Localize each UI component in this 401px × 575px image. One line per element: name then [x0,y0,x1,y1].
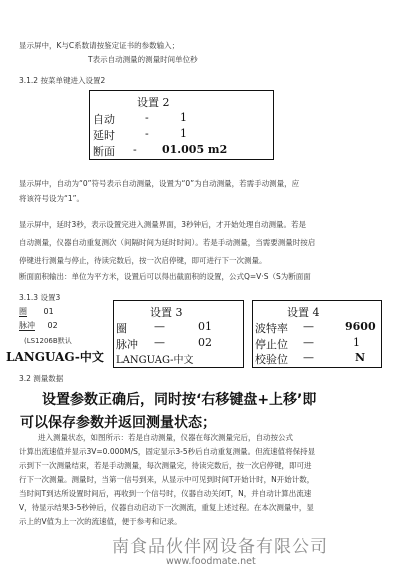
note-circle [19,306,54,317]
pulse-value: 02 [198,336,212,349]
measure-desc-line-3: 示到下一次测量结束，若是手动测量，每次测量完，待读完数后，按一次启停键，即可进 [19,461,312,470]
pulse-label: 脉冲 [116,338,138,351]
note-circle-label: 圈 [19,307,27,316]
save-instruction-line-1: 设置参数正确后，同时按‘右移键盘+上移’即 [42,392,317,408]
measure-desc-line-4: 行下一次测量。测量时，当第一信号到来，从显示中可见到时间T开始计时，N开始计数， [19,475,315,484]
circle-value: 01 [198,320,212,333]
baud-value: 9600 [345,320,376,333]
circle-dash: — [154,320,165,333]
measure-desc-line-6: V，待显示结果3-5秒钟后，仪器自动启动下一次测流，重复上述过程。在本次测量中，显 [19,503,314,512]
watermark-company: 南食品伙伴网设备有限公司 [112,537,328,557]
note-pulse [19,320,58,331]
parity-label: 校验位 [255,353,288,366]
intro-line-1: 显示屏中，K与C系数请按鉴定证书的参数输入； [19,41,180,50]
intro-line-2: T表示自动测量的测量时间单位秒 [88,55,198,64]
note-language: LANGUAG-中文 [6,350,104,364]
note-pulse-value: 02 [47,321,58,330]
delay-desc-line-1: 显示屏中，延时3秒，表示设置完进入测量界面，3秒钟后，才开始处理自动测量。若是 [19,220,307,229]
settings-3-title: 设置 3 [150,306,183,319]
stopbit-value: 1 [353,336,360,349]
measure-desc-line-1: 进入测量状态，如图所示：若是自动测量，仪器在每次测量完后，自动按公式 [38,433,293,442]
section-area-value: 01.005 m2 [162,143,228,156]
note-pulse-label: 脉冲 [19,321,35,330]
settings-2-title: 设置 2 [137,96,170,109]
auto-desc-line-1: 显示屏中，自动为“0”符号表示自动测量，设置为“0”为自动测量，若需手动测量，应 [19,179,300,188]
delay-desc-line-2: 自动测量，仪器自动重复测次（间隔时间为延时时间）。若是手动测量，当需要测量时按启 [19,238,316,247]
parity-dash: — [303,351,314,364]
delay-label: 延时 [93,129,115,142]
save-instruction-line-2: 可以保存参数并返回测量状态； [20,415,216,431]
section-area-dash: - [133,143,137,156]
section-area-label: 断面 [93,145,115,158]
pulse-dash: — [154,336,165,349]
baud-label: 波特率 [255,322,288,335]
note-circle-value: 01 [43,307,54,316]
section-3-2-heading: 3.2 测量数据 [19,374,64,383]
circle-label: 圈 [116,322,127,335]
section-3-1-2-heading: 3.1.2 按菜单键进入设置2 [19,76,106,85]
measure-desc-line-7: 示上的V值为上一次的流速值，便于参考和记录。 [19,517,182,526]
settings-4-title: 设置 4 [287,306,320,319]
auto-value: 1 [180,111,187,124]
stopbit-dash: — [303,336,314,349]
auto-desc-line-2: 将该符号设为“1”。 [19,194,85,203]
delay-desc-line-3: 停键进行测量与停止，待读完数后，按一次启停键，即可进行下一次测量。 [19,256,267,265]
settings-4-display [252,300,382,368]
baud-dash: — [303,320,314,333]
watermark-url: www.foodmate.net [166,556,256,567]
measure-desc-line-5: 当时间T到达所设置时间后，再收到一个信号时，仪器自动关闭T，N，并自动计算出流速 [19,489,312,498]
note-default: (LS1206B默认 [24,337,72,345]
stopbit-label: 停止位 [255,338,288,351]
settings-2-display [89,90,274,160]
section-3-1-3-heading: 3.1.3 设置3 [19,293,61,302]
delay-value: 1 [180,127,187,140]
measure-desc-line-2: 计算出流速值并显示3V=0.000M/S，固定显示3-5秒后自动重复测量。但流速值将保持显 [19,447,316,456]
auto-label: 自动 [93,113,115,126]
delay-dash: - [145,127,149,140]
language-row: LANGUAG-中文 [116,355,194,366]
parity-value: N [355,351,366,364]
auto-dash: - [145,111,149,124]
area-desc-line: 断面面积输出：单位为平方米，设置后可以得出截面积的设置，公式Q=V·S（S为断面面 [19,272,311,281]
settings-3-display [113,300,244,368]
